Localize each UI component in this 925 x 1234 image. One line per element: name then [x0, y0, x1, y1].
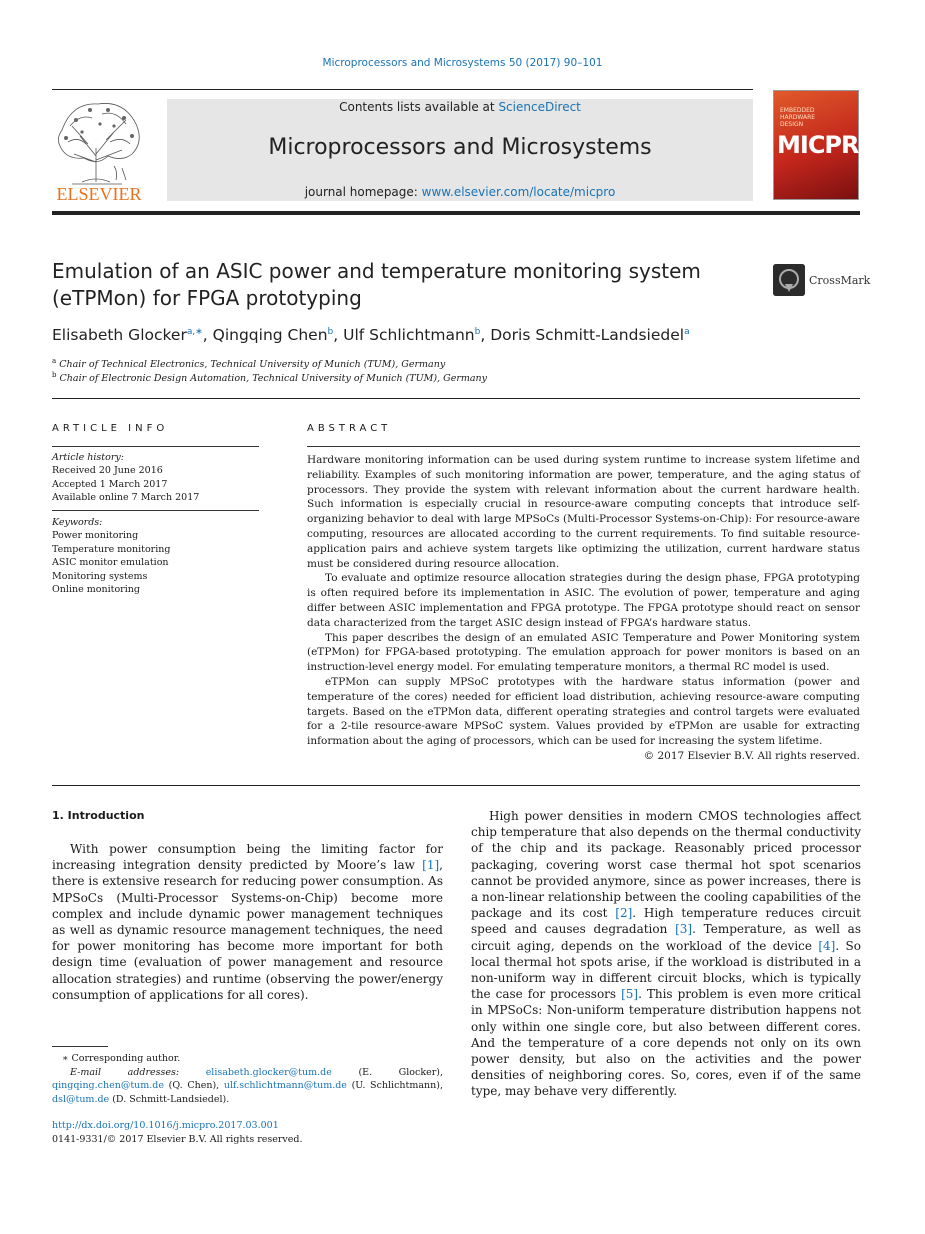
author-name: Doris Schmitt-Landsiedel — [490, 326, 685, 344]
homepage-link[interactable]: www.elsevier.com/locate/micpro — [421, 185, 616, 199]
history-entry: Received 20 June 2016 — [52, 465, 163, 477]
author-name: Ulf Schlichtmann — [343, 326, 475, 344]
crossmark-icon — [773, 264, 805, 296]
corresponding-author-note: Corresponding author. — [71, 1053, 181, 1064]
footnote-rule — [52, 1046, 108, 1047]
email-link[interactable]: elisabeth.glocker@tum.de — [205, 1066, 332, 1078]
email-link[interactable]: dsl@tum.de — [52, 1093, 110, 1105]
reference-link[interactable]: [1] — [422, 858, 440, 873]
affiliation: $^a$ Chair of Technical Electronics, Technical University of Munich (TUM), Germany — [52, 357, 446, 371]
reference-link[interactable]: [3] — [675, 922, 693, 937]
article-info-heading: ARTICLE INFO — [52, 423, 169, 434]
abstract-heading: ABSTRACT — [307, 423, 392, 434]
keyword: Power monitoring — [52, 530, 139, 542]
abstract-rule — [307, 446, 860, 447]
keyword: Monitoring systems — [52, 570, 148, 582]
footnote: ∗ Corresponding author. E-mail addresses: elisabeth.glocker@tum.de (E. Glocker), qingqing.chen@tum.de (Q. Chen), ulf.schlichtmann@tum.de (U. Schlichtmann), dsl@tum.de (D. Schmitt-Landsiedel). — [52, 1053, 443, 1105]
author-affiliation-marker[interactable]: b — [327, 326, 334, 337]
crossmark-label: CrossMark — [809, 273, 871, 287]
keyword: ASIC monitor emulation — [52, 557, 169, 569]
history-entry: Available online 7 March 2017 — [52, 492, 200, 504]
article-info-rule — [52, 510, 259, 511]
reference-link[interactable]: [2] — [615, 906, 633, 921]
reference-link[interactable]: [4] — [818, 938, 836, 953]
email-link[interactable]: ulf.schlichtmann@tum.de — [223, 1080, 347, 1091]
abstract-body — [307, 453, 860, 764]
doi-block — [52, 1119, 303, 1146]
contents-line: Contents lists available at ScienceDirect — [339, 100, 581, 114]
sciencedirect-link[interactable]: ScienceDirect — [498, 100, 581, 114]
abstract-paragraph: eTPMon can supply MPSoC prototypes with the hardware status information (power and temperature of the cores) needed for efficient load distribution, achieving resource-aware computing targets. Based on the eTPMon data, different operating strategies and control targets were evaluated for a 2-tile resource-aware MPSoC system. Values provided by eTPMon are usable for extracting information about the aging of processors, which can be used for increasing the system lifetime. — [307, 675, 860, 748]
author-affiliation-marker[interactable]: a,∗ — [186, 326, 203, 337]
abstract-paragraph: This paper describes the design of an emulated ASIC Temperature and Power Monitoring system (eTPMon) for FPGA-based prototyping. The emulation approach for power monitors is based on an instruction-level energy model. For emulating temperature monitors, a thermal RC model is used. — [307, 631, 860, 674]
author-list: Elisabeth Glocker$^{a,∗}$, Qingqing Chen$^b$, Ulf Schlichtmann$^b$, Doris Schmitt-Landsiedel$^a$ — [52, 326, 690, 344]
article-info-rule — [52, 446, 259, 447]
reference-link[interactable]: [5] — [621, 987, 639, 1002]
history-entry: Accepted 1 March 2017 — [52, 478, 168, 490]
keywords: Keywords: Power monitoring Temperature monitoring ASIC monitor emulation Monitoring systems Online monitoring — [52, 517, 171, 596]
issn-line: 0141-9331/© 2017 Elsevier B.V. All rights reserved. — [52, 1133, 303, 1145]
abstract-paragraph: To evaluate and optimize resource allocation strategies during the design phase, FPGA prototyping is often required before its implementation in ASIC. The evolution of power, temperature and aging differ between ASIC implementation and FPGA prototype. The FPGA prototype should react on sensor data characterized from the target ASIC design instead of FPGA’s hardware status. — [307, 572, 860, 629]
doi-link[interactable]: http://dx.doi.org/10.1016/j.micpro.2017.03.001 — [52, 1120, 279, 1131]
journal-title: Microprocessors and Microsystems — [268, 135, 652, 160]
homepage-line: journal homepage: www.elsevier.com/locate/micpro — [304, 185, 616, 199]
email-link[interactable]: qingqing.chen@tum.de — [52, 1080, 165, 1091]
journal-banner — [167, 99, 753, 201]
author-name: Qingqing Chen — [212, 326, 328, 344]
keyword: Online monitoring — [52, 584, 140, 596]
crossmark-button[interactable] — [773, 264, 870, 296]
cover-title: MICPRO — [777, 131, 878, 159]
section-heading: 1. Introduction — [52, 809, 145, 822]
copyright-notice: © 2017 Elsevier B.V. All rights reserved. — [643, 749, 860, 762]
section-rule — [52, 398, 860, 399]
intro-paragraph-left: With power consumption being the limiting factor for increasing integration density predicted by Moore’s law [1], there is extensive research for reducing power consumption. As MPSoCs (Multi-Processor Systems-on-Chip) become more complex and include dynamic power management techniques as well as dynamic resource management techniques, the need for power monitoring has become more important for both design time (evaluation of power management and resource allocation strategies) and runtime (observing the power/energy consumption of applications for all cores). — [52, 842, 443, 1002]
keyword: Temperature monitoring — [52, 543, 171, 555]
header-rule — [52, 89, 753, 90]
header-thick-rule — [52, 211, 860, 215]
affiliation: $^b$ Chair of Electronic Design Automation, Technical University of Munich (TUM), Germany — [52, 371, 488, 385]
author-name: Elisabeth Glocker — [52, 326, 187, 344]
article-title: Emulation of an ASIC power and temperature monitoring system (eTPMon) for FPGA prototyping — [52, 259, 701, 310]
author-affiliation-marker[interactable]: b — [474, 326, 481, 337]
abstract-paragraph: Hardware monitoring information can be used during system runtime to increase system lifetime and reliability. Examples of such monitoring information are power, temperature, and the aging status of processors. They provide the system with relevant information about the current hardware health. Such information is especially crucial in resource-aware computing concepts that introduce self-organizing behavior to deal with large MPSoCs (Multi-Processor Systems-on-Chip): For resource-aware computing, resources are allocated according to the current requirements. To find suitable resource-application pairs and achieve system targets like optimizing the utilization, current hardware status must be considered during resource allocation. — [307, 454, 860, 570]
publisher-name: ELSEVIER — [56, 184, 142, 204]
article-history: Article history: Received 20 June 2016 Accepted 1 March 2017 Available online 7 March 2017 — [52, 452, 200, 504]
journal-cover-image[interactable] — [773, 90, 878, 200]
intro-paragraph-right: High power densities in modern CMOS technologies affect chip temperature that also depends on the thermal conductivity of the chip and its package. Reasonably priced processor packaging, covering worst case thermal hot spot scenarios cannot be provided anymore, since as power increases, there is a non-linear relationship between the cooling capabilities of the package and its cost [2]. High temperature reduces circuit speed and causes degradation [3]. Temperature, as well as circuit aging, depends on the workload of the device [4]. So local thermal hot spots arise, if the workload is distributed in a non-uniform way in different circuit blocks, which is typically the case for processors [5]. This problem is even more critical in MPSoCs: Non-uniform temperature distribution happens not only within one single core, but also between different cores. And the temperature of a core depends not only on its own power density, but also on the activities and the power densities of neighboring cores. So, cores, even if of the same type, may behave very differently. — [471, 809, 862, 1099]
cover-subtitle: EMBEDDED HARDWARE DESIGN — [780, 107, 816, 128]
journal-citation[interactable]: Microprocessors and Microsystems 50 (2017) 90–101 — [322, 57, 603, 69]
author-affiliation-marker[interactable]: a — [684, 326, 690, 337]
section-rule — [52, 785, 860, 786]
